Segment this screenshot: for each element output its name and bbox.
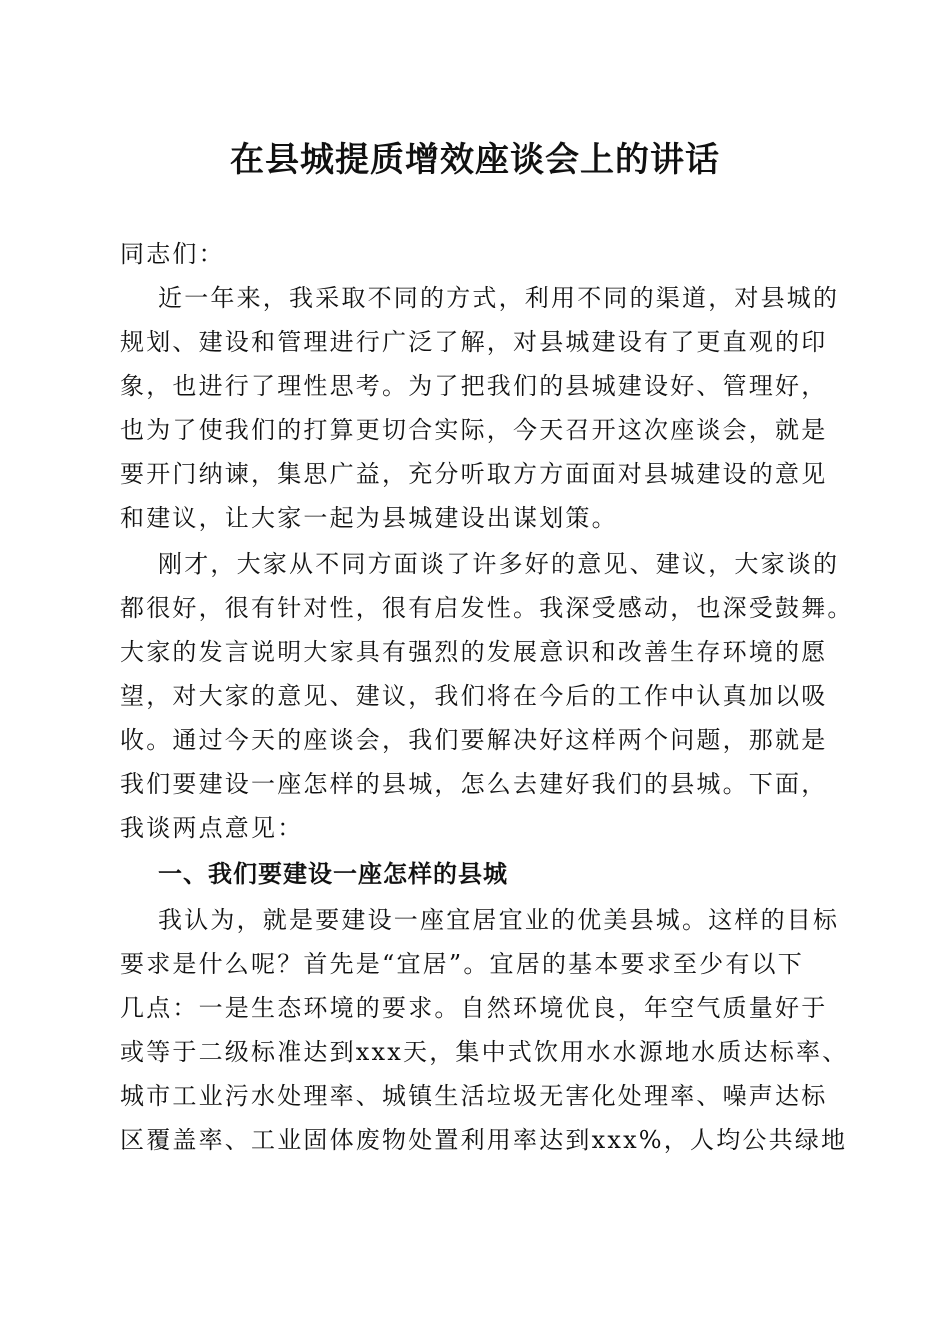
paragraph-line: 要求是什么呢？首先是“宜居”。宜居的基本要求至少有以下 bbox=[120, 950, 804, 978]
paragraph-line: 我谈两点意见： bbox=[120, 814, 304, 842]
paragraph-line: 大家的发言说明大家具有强烈的发展意识和改善生存环境的愿 bbox=[120, 638, 828, 666]
document-title: 在县城提质增效座谈会上的讲话 bbox=[230, 140, 720, 180]
paragraph-line: 也为了使我们的打算更切合实际，今天召开这次座谈会，就是 bbox=[120, 416, 828, 444]
section-heading: 一、我们要建设一座怎样的县城 bbox=[158, 860, 508, 888]
paragraph-line: 区覆盖率、工业固体废物处置利用率达到xxx%，人均公共绿地 bbox=[120, 1126, 848, 1154]
paragraph-line: 或等于二级标准达到xxx天，集中式饮用水水源地水质达标率、 bbox=[120, 1038, 849, 1066]
paragraph-line: 我们要建设一座怎样的县城，怎么去建好我们的县城。下面， bbox=[120, 770, 828, 798]
paragraph-line: 收。通过今天的座谈会，我们要解决好这样两个问题，那就是 bbox=[120, 726, 828, 754]
salutation: 同志们： bbox=[120, 240, 225, 268]
paragraph-line: 和建议，让大家一起为县城建设出谋划策。 bbox=[120, 504, 618, 532]
paragraph-line: 刚才，大家从不同方面谈了许多好的意见、建议，大家谈的 bbox=[158, 550, 840, 578]
paragraph-line: 要开门纳谏，集思广益，充分听取方方面面对县城建设的意见 bbox=[120, 460, 828, 488]
paragraph-line: 城市工业污水处理率、城镇生活垃圾无害化处理率、噪声达标 bbox=[120, 1082, 828, 1110]
paragraph-line: 望，对大家的意见、建议，我们将在今后的工作中认真加以吸 bbox=[120, 682, 828, 710]
paragraph-line: 都很好，很有针对性，很有启发性。我深受感动，也深受鼓舞。 bbox=[120, 594, 854, 622]
paragraph-line: 我认为，就是要建设一座宜居宜业的优美县城。这样的目标 bbox=[158, 906, 840, 934]
paragraph-line: 近一年来，我采取不同的方式，利用不同的渠道，对县城的 bbox=[158, 284, 840, 312]
paragraph-line: 象，也进行了理性思考。为了把我们的县城建设好、管理好， bbox=[120, 372, 828, 400]
paragraph-line: 规划、建设和管理进行广泛了解，对县城建设有了更直观的印 bbox=[120, 328, 828, 356]
paragraph-line: 几点：一是生态环境的要求。自然环境优良，年空气质量好于 bbox=[120, 994, 828, 1022]
